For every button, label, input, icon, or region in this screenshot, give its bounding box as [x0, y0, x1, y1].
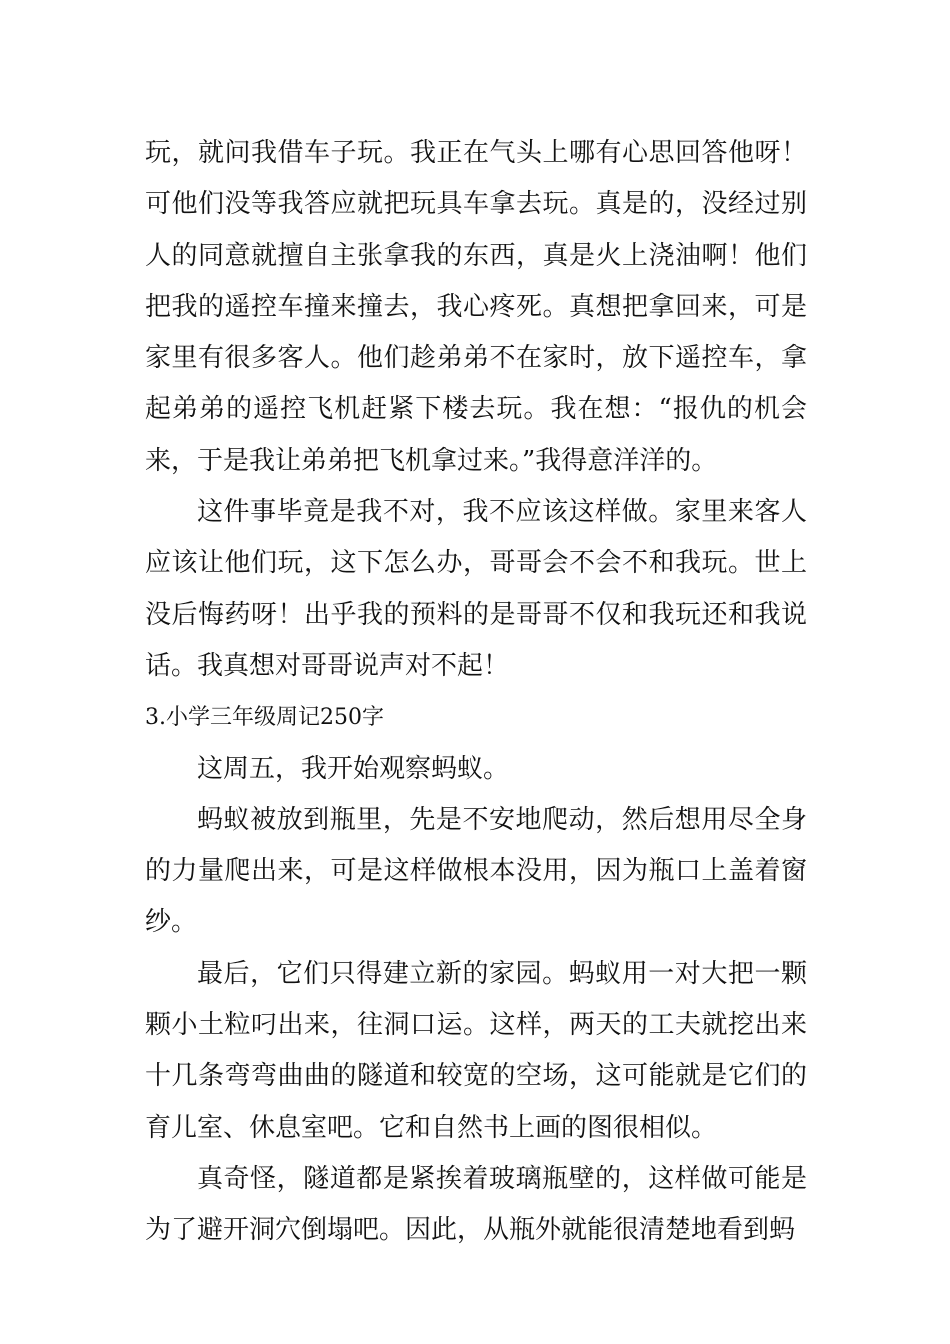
document-body: [145, 128, 807, 1257]
paragraph-continuation: 玩，就问我借车子玩。我正在气头上哪有心思回答他呀！可他们没等我答应就把玩具车拿去玩。真是的，没经过别人的同意就擅自主张拿我的东西，真是火上浇油啊！他们把我的遥控车撞来撞去，我心疼死。真想把拿回来，可是家里有很多客人。他们趁弟弟不在家时，放下遥控车，拿起弟弟的遥控飞机赶紧下楼去玩。我在想：“报仇的机会来，于是我让弟弟把飞机拿过来。”我得意洋洋的。: [145, 138, 807, 476]
paragraph-reflection: 这件事毕竟是我不对，我不应该这样做。家里来客人应该让他们玩，这下怎么办，哥哥会不会不和我玩。世上没后悔药呀！出乎我的预料的是哥哥不仅和我玩还和我说话。我真想对哥哥说声对不起！: [145, 497, 807, 681]
paragraph: 蚂蚁被放到瓶里，先是不安地爬动，然后想用尽全身的力量爬出来，可是这样做根本没用，因为瓶口上盖着窗纱。: [145, 804, 807, 938]
paragraph: 最后，它们只得建立新的家园。蚂蚁用一对大把一颗颗小土粒叼出来，往洞口运。这样，两天的工夫就挖出来十几条弯弯曲曲的隧道和较宽的空场，这可能就是它们的育儿室、休息室吧。它和自然书上画的图很相似。: [145, 958, 807, 1143]
paragraph: 这周五，我开始观察蚂蚁。: [197, 753, 510, 784]
section-heading: 3.小学三年级周记250字: [145, 705, 384, 731]
paragraph: 真奇怪，隧道都是紧挨着玻璃瓶壁的，这样做可能是为了避开洞穴倒塌吧。因此，从瓶外就能很清楚地看到蚂: [145, 1163, 807, 1246]
